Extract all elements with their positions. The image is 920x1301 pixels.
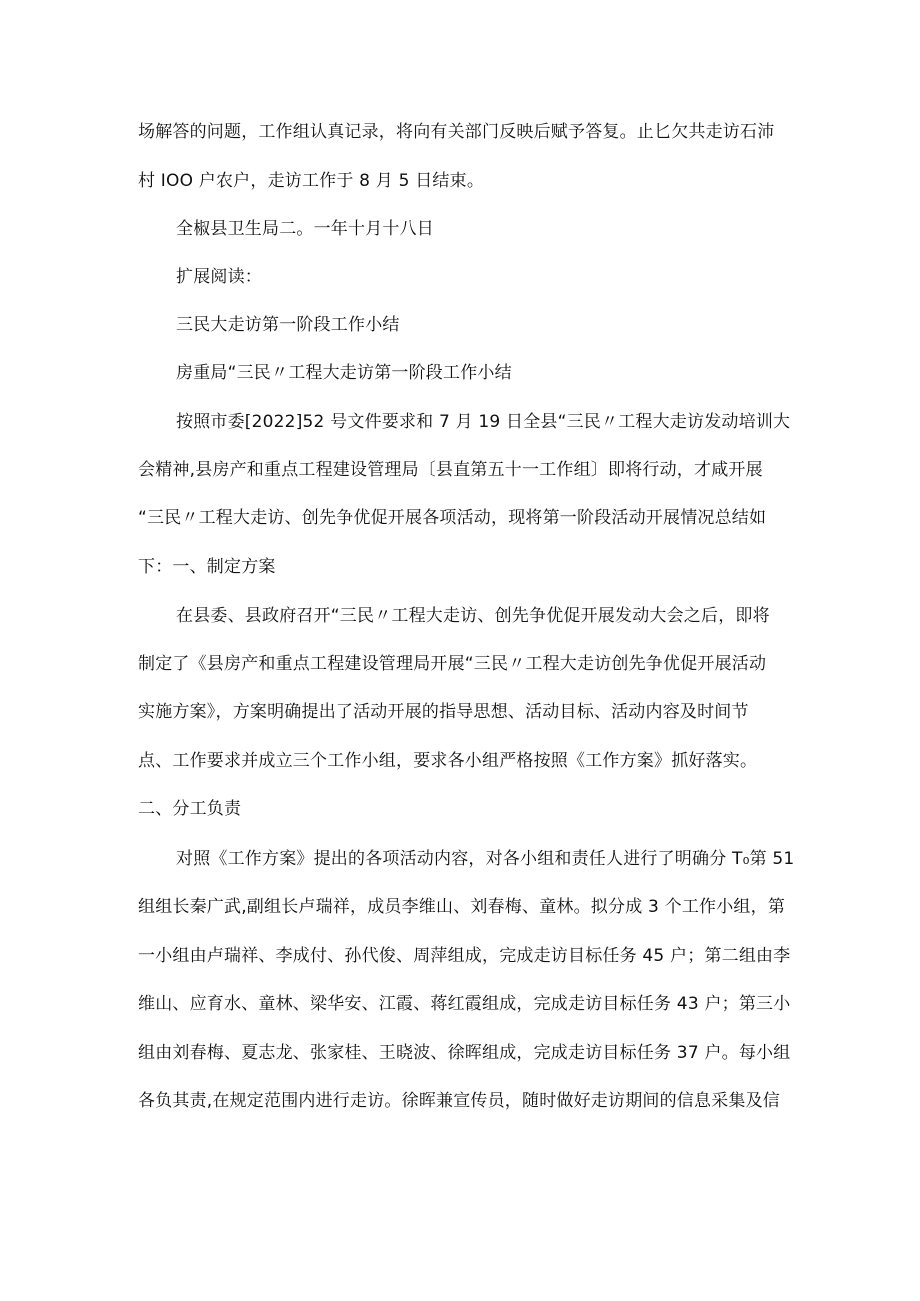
text-line: 点、工作要求并成立三个工作小组，要求各小组严格按照《工作方案》抓好落实。 <box>138 751 758 771</box>
date-line: 全椒县卫生局二。一年十月十八日 <box>176 219 434 239</box>
text-line: 下：一、制定方案 <box>138 557 276 577</box>
text-line: 制定了《县房产和重点工程建设管理局开展“三民〃工程大走访创先争优促开展活动 <box>138 654 767 674</box>
text-line: “三民〃工程大走访、创先争优促开展各项活动，现将第一阶段活动开展情况总结如 <box>138 508 767 528</box>
text-line: 组由刘春梅、夏志龙、张家桂、王晓波、徐晖组成，完成走访目标任务 37 户。每小组 <box>138 1043 791 1063</box>
text-line: 各负其责,在规定范围内进行走访。徐晖兼宣传员，随时做好走访期间的信息采集及信 <box>138 1091 781 1111</box>
text-line: 会精神,县房产和重点工程建设管理局〔县直第五十一工作组〕即将行动，才咸开展 <box>138 460 763 480</box>
text-line: 组组长秦广武,副组长卢瑞祥，成员李维山、刘春梅、童林。拟分成 3 个工作小组，第 <box>138 897 786 917</box>
text-line: 一小组由卢瑞祥、李成付、孙代俊、周萍组成，完成走访目标任务 45 户；第二组由李 <box>138 946 791 966</box>
text-line: 按照市委[2022]52 号文件要求和 7 月 19 日全县“三民〃工程大走访发动培训大 <box>176 412 791 432</box>
text-line: 对照《工作方案》提出的各项活动内容，对各小组和责任人进行了明确分 T₀第 51 <box>176 849 795 869</box>
text-line: 在县委、县政府召开“三民〃工程大走访、创先争优促开展发动大会之后，即将 <box>176 606 770 626</box>
article-title: 三民大走访第一阶段工作小结 <box>176 315 400 335</box>
text-line: 场解答的问题，工作组认真记录，将向有关部门反映后赋予答复。止匕欠共走访石沛 <box>138 122 775 142</box>
section-heading: 二、分工负责 <box>138 799 242 819</box>
section-label: 扩展阅读： <box>176 267 262 287</box>
article-subtitle: 房重局“三民〃工程大走访第一阶段工作小结 <box>176 363 512 383</box>
text-line: 实施方案》，方案明确提出了活动开展的指导思想、活动目标、活动内容及时间节 <box>138 702 749 722</box>
text-line: 村 IOO 户农户，走访工作于 8 月 5 日结束。 <box>138 171 485 191</box>
text-line: 维山、应育水、童林、梁华安、江霞、蒋红霞组成，完成走访目标任务 43 户；第三小 <box>138 994 791 1014</box>
